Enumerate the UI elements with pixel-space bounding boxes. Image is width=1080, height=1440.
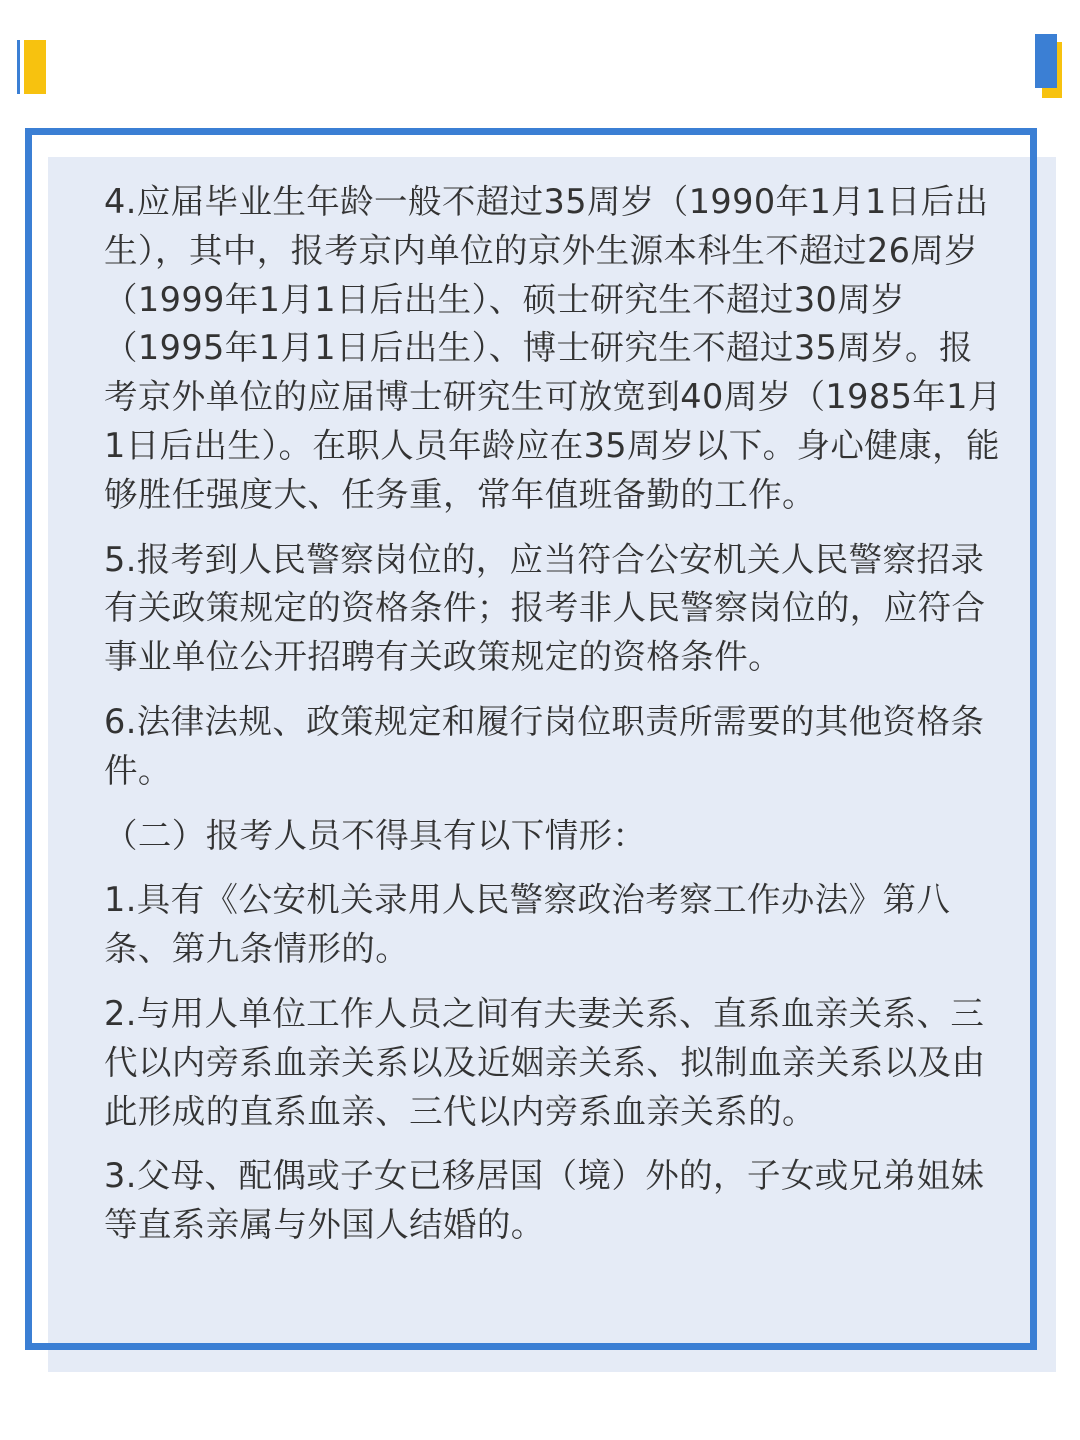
paragraph-exclusion-emigration: 3.父母、配偶或子女已移居国（境）外的，子女或兄弟姐妹等直系亲属与外国人结婚的。 <box>104 1156 985 1245</box>
decorative-left-block <box>24 40 46 94</box>
decorative-right-blue-block <box>1035 34 1057 88</box>
paragraph-exclusion-kinship: 2.与用人单位工作人员之间有夫妻关系、直系血亲关系、三代以内旁系血亲关系以及近姻亲关系、拟制血亲关系以及由此形成的直系血亲、三代以内旁系血亲关系的。 <box>104 993 986 1131</box>
paragraph-exclusion-political-review: 1.具有《公安机关录用人民警察政治考察工作办法》第八条、第九条情形的。 <box>104 880 951 969</box>
content-text <box>104 178 1004 1250</box>
decorative-left-line <box>17 40 20 94</box>
paragraph-age-requirement: 4.应届毕业生年龄一般不超过35周岁（1990年1月1日后出生），其中，报考京内单位的京外生源本科生不超过26周岁（1999年1月1日后出生）、硕士研究生不超过30周岁（1995年1月1日后出生）、博士研究生不超过35周岁。报考京外单位的应届博士研究生可放宽到40周岁（1985年1月1日后出生）。在职人员年龄应在35周岁以下。身心健康，能够胜任强度大、任务重，常年值班备勤的工作。 <box>104 182 1002 514</box>
paragraph-police-post-qualification: 5.报考到人民警察岗位的，应当符合公安机关人民警察招录有关政策规定的资格条件；报考非人民警察岗位的，应符合事业单位公开招聘有关政策规定的资格条件。 <box>104 539 986 677</box>
paragraph-other-qualifications: 6.法律法规、政策规定和履行岗位职责所需要的其他资格条件。 <box>104 701 985 790</box>
section-heading-exclusions: （二）报考人员不得具有以下情形： <box>104 815 647 855</box>
